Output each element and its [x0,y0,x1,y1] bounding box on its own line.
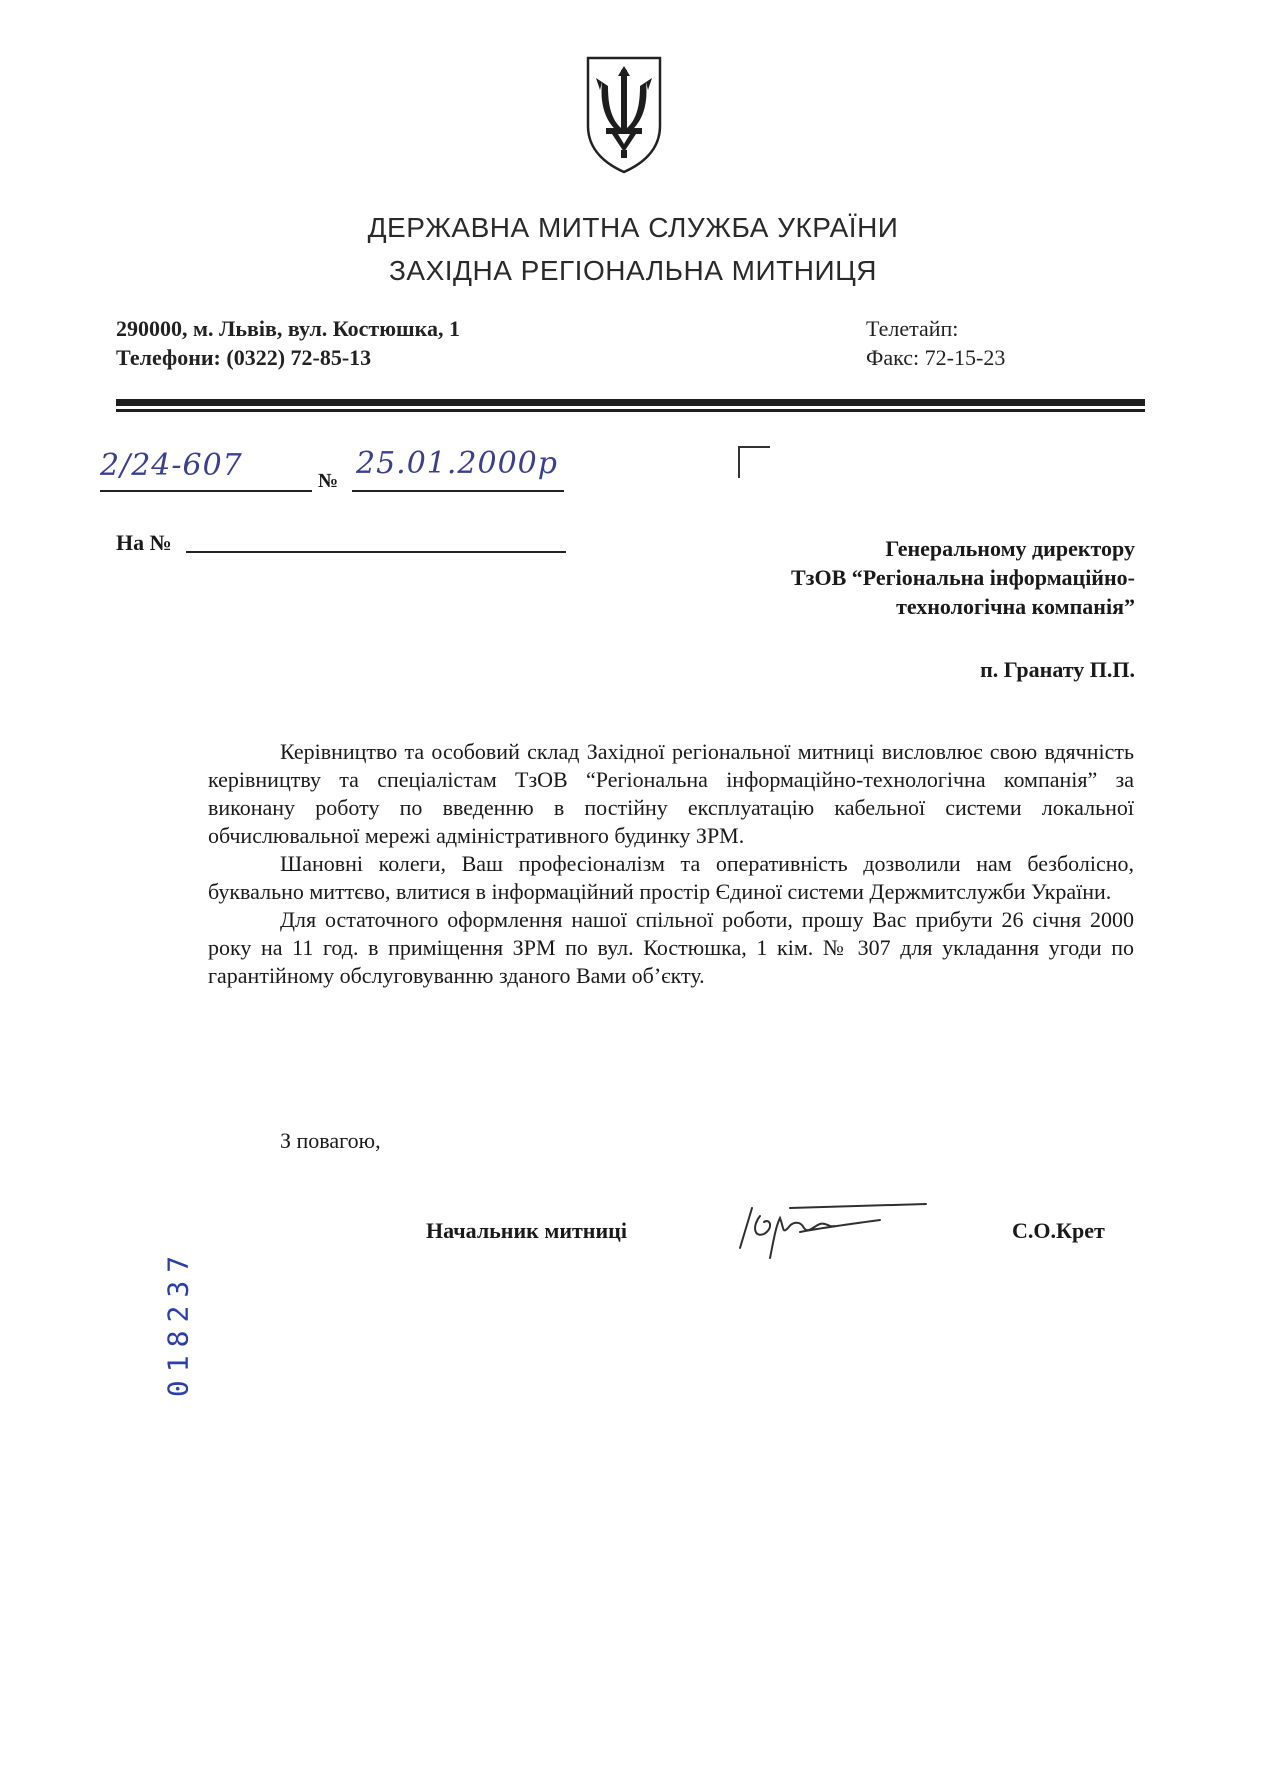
teletype-label: Телетайп: [866,316,959,341]
recipient-line-3: технологічна компанія” [896,594,1135,619]
address-block [116,314,460,372]
serial-number-stamp: 018237 [161,1247,195,1398]
org-title-line-1: ДЕРЖАВНА МИТНА СЛУЖБА УКРАЇНИ [367,212,899,243]
outgoing-number-line [100,490,312,492]
closing-salutation: З повагою, [280,1128,381,1153]
recipient-line-1: Генеральному директору [885,536,1135,561]
body-paragraph-2: Шановні колеги, Ваш професіоналізм та оперативність дозволили нам безболісно, буквально миттєво, влитися в інформаційний простір Єдиної системи Держмитслужби України. [208,851,1134,904]
postal-address: 290000, м. Львів, вул. Костюшка, 1 [116,316,460,341]
in-reply-line [186,551,566,553]
in-reply-label: На № [116,530,172,555]
outgoing-date: 25.01.2000р [356,446,558,481]
recipient-line-2: ТзОВ “Регіональна інформаційно- [790,565,1135,590]
phone-numbers: Телефони: (0322) 72-85-13 [116,345,372,370]
letterhead-rule-thick [116,399,1145,406]
recipient-block [791,534,1135,621]
number-sign: № [318,470,339,492]
outgoing-number: 2/24-607 [100,448,243,483]
outgoing-date-line [352,490,564,492]
org-title-line-2: ЗАХІДНА РЕГІОНАЛЬНА МИТНИЦЯ [388,255,878,286]
handwritten-signature [730,1198,930,1268]
contact-block [866,314,1005,372]
letter-body [208,738,1134,990]
body-paragraph-3: Для остаточного оформлення нашої спільної роботи, прошу Вас прибути 26 січня 2000 року на 11 год. в приміщення ЗРМ по вул. Костюшка, 1 кім. № 307 для укладання угоди по гарантійному обслуговуванню зданого Вами об’єкту. [208,907,1134,988]
recipient-name: п. Гранату П.П. [980,657,1135,682]
fax-number: Факс: 72-15-23 [866,345,1006,370]
signer-name: С.О.Крет [1012,1218,1105,1243]
body-paragraph-1: Керівництво та особовий склад Західної регіональної митниці висловлює свою вдячність керівництву та спеціалістам ТзОВ “Регіональна інформаційно-технологічна компанія” за виконану роботу по введенню в постійну експлуатацію кабельної системи локальної обчислювальної мережі адміністративного будинку ЗРМ. [208,739,1134,848]
signatory-position: Начальник митниці [426,1218,627,1243]
address-corner-mark [738,446,770,478]
letterhead-rule-thin [116,409,1145,412]
coat-of-arms-icon [582,54,666,176]
